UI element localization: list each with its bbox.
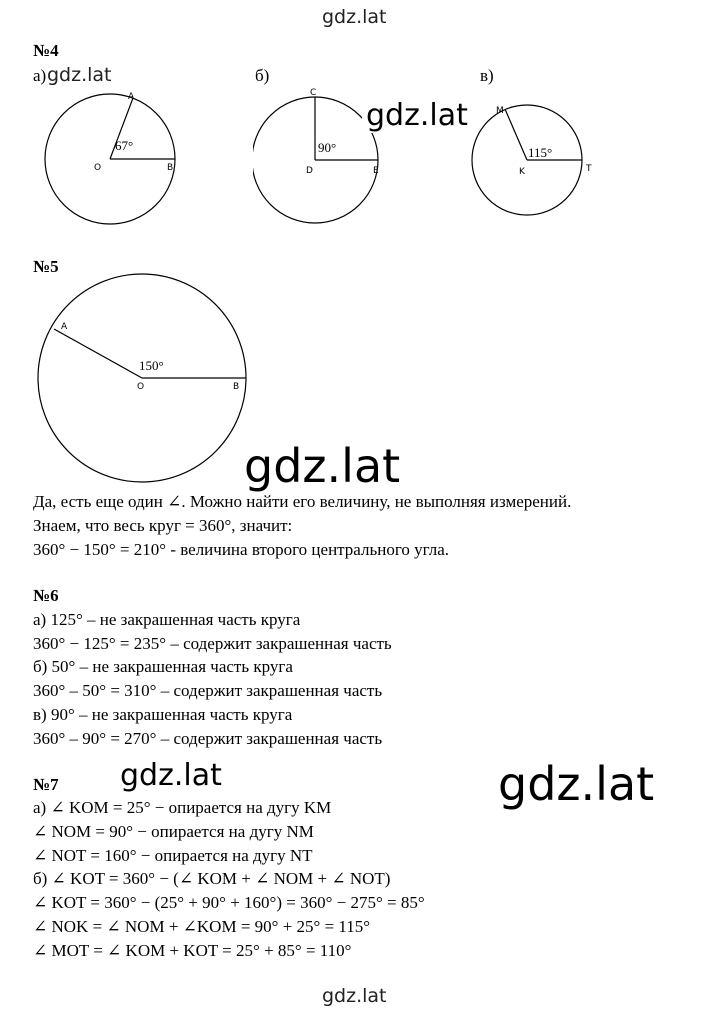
angle-label-a: 67° <box>115 138 134 153</box>
center-label-a: O <box>94 163 102 173</box>
text-line: 360° – 90° = 270° – содержит закрашенная часть <box>33 729 383 748</box>
figure-v-label: в) <box>480 66 494 85</box>
text-line: б) 50° – не закрашенная часть круга <box>33 657 293 676</box>
watermark-problem-7: gdz.lat <box>117 758 225 793</box>
circle-figure-5 <box>30 272 260 492</box>
center-label-v: K <box>519 167 525 177</box>
text-line: ∠ NOK = ∠ NOM + ∠KOM = 90° + 25° = 115° <box>33 917 371 936</box>
figure-a-label: а) <box>33 66 47 85</box>
point-label-b-2: E <box>373 166 379 176</box>
watermark-right: gdz.lat <box>498 757 655 811</box>
problem-5-title: №5 <box>33 257 59 276</box>
angle-label-v: 115° <box>528 145 553 160</box>
point-label-v-2: T <box>586 164 592 174</box>
text-line: а) ∠ KOM = 25° − опирается на дугу KM <box>33 798 332 817</box>
center-label-5: O <box>137 382 145 392</box>
watermark-bottom: gdz.lat <box>322 985 387 1007</box>
circle-figure-v <box>470 100 620 225</box>
point-label-v-1: M <box>496 106 504 116</box>
text-line: в) 90° – не закрашенная часть круга <box>33 705 293 724</box>
text-line: б) ∠ KOT = 360° − (∠ KOM + ∠ NOM + ∠ NOT) <box>33 869 391 888</box>
problem-7-title: №7 <box>33 775 59 794</box>
watermark-top: gdz.lat <box>322 6 387 28</box>
problem-4-title: №4 <box>33 41 59 60</box>
angle-label-5: 150° <box>139 358 164 373</box>
text-line: 360° − 125° = 235° – содержит закрашенная часть <box>33 634 392 653</box>
circle-figure-a <box>38 88 188 233</box>
watermark-figure-a: gdz.lat <box>47 64 112 86</box>
point-label-b-1: C <box>310 88 317 98</box>
text-line: а) 125° – не закрашенная часть круга <box>33 610 301 629</box>
text-line: 360° − 150° = 210° - величина второго центрального угла. <box>33 540 450 559</box>
text-line: ∠ NOT = 160° − опирается на дугу NT <box>33 846 313 865</box>
point-label-5-2: B <box>233 382 240 392</box>
watermark-middle: gdz.lat <box>240 440 404 492</box>
text-line: 360° – 50° = 310° – содержит закрашенная часть <box>33 681 383 700</box>
figure-b-label: б) <box>255 66 270 85</box>
text-line: Знаем, что весь круг = 360°, значит: <box>33 516 293 535</box>
angle-label-b: 90° <box>318 140 337 155</box>
text-line: ∠ NOM = 90° − опирается на дугу NM <box>33 822 314 841</box>
watermark-figure-b: gdz.lat <box>362 98 472 133</box>
text-line: Да, есть еще один ∠. Можно найти его величину, не выполняя измерений. <box>33 492 572 511</box>
point-label-5-1: A <box>61 322 68 332</box>
text-line: ∠ MOT = ∠ KOM + KOT = 25° + 85° = 110° <box>33 941 352 960</box>
point-label-a-2: B <box>167 163 174 173</box>
text-line: ∠ KOT = 360° − (25° + 90° + 160°) = 360° − 275° = 85° <box>33 893 425 912</box>
center-label-b: D <box>306 166 313 176</box>
problem-6-title: №6 <box>33 586 59 605</box>
point-label-a-1: A <box>128 92 135 102</box>
